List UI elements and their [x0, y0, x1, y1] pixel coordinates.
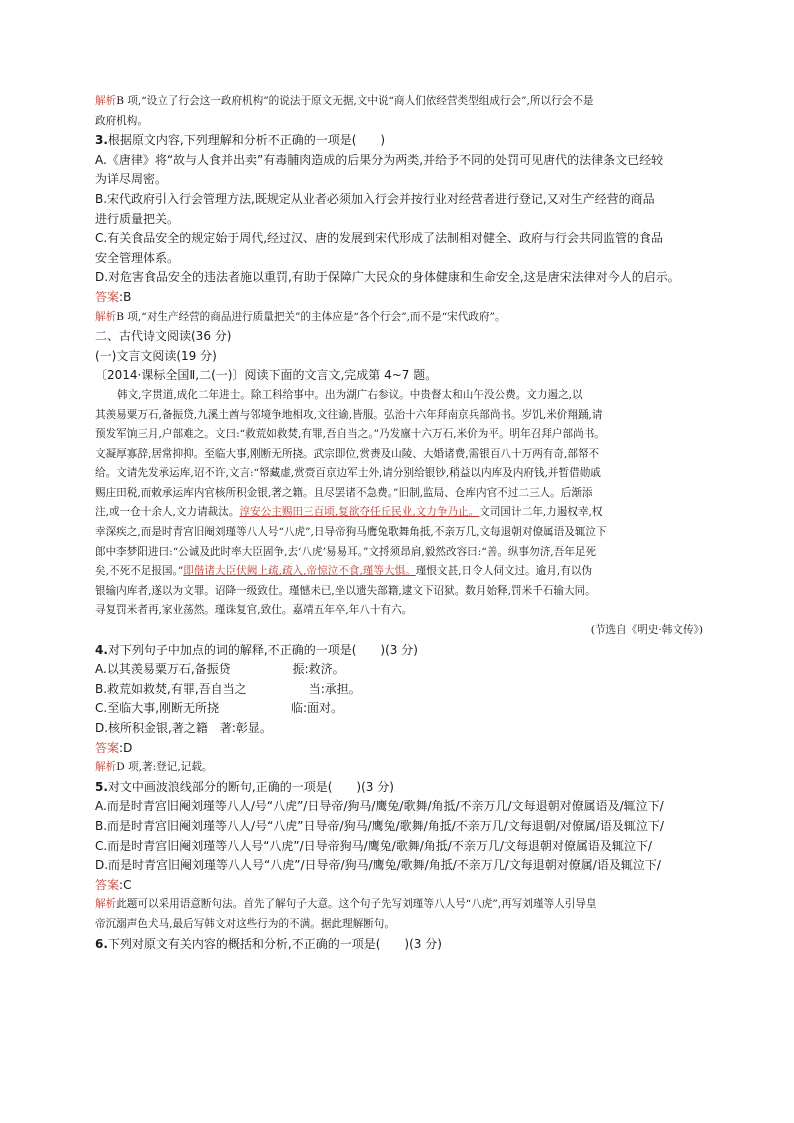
underlined-passage: 即偕诸大臣伏阙上疏,疏入,帝惊泣不食,瑾等大惧。	[183, 565, 416, 578]
classical-text: 韩文,字贯道,成化二年进士。除工科给事中。出为湖广右参议。中贵督太和山午没公费。文力遏之,以	[117, 388, 583, 401]
question-text: 根据原文内容,下列理解和分析不正确的一项是( )	[107, 133, 386, 148]
analysis-text: B 项,“设立了行会这一政府机构”的说法于原文无据,文中说“商人们依经营类型组成行会”,所以行会不是	[116, 95, 594, 107]
paragraph-text: D.而是时青宫旧阉刘瑾等八人号“八虎”/日导帝/狗马/鹰兔/歌舞/角抵/不亲万几/文每退朝对僚属/语及辄泣下/	[95, 858, 661, 873]
analysis-label: 解析	[95, 898, 117, 911]
classical-text-line	[95, 484, 705, 504]
source-text: (节选自《明史·韩文传》)	[590, 624, 703, 637]
option-sentence: C.至临大事,刚断无所挠	[95, 701, 220, 716]
paragraph-text: C.有关食品安全的规定始于周代,经过汉、唐的发展到宋代形成了法制相对健全、政府与行会共同监管的食品	[95, 231, 664, 246]
analysis-text: 此题可以采用语意断句法。首先了解句子大意。这个句子先写刘瑾等八人号“八虎”,再写刘瑾等人引导皇	[116, 898, 597, 911]
answer-label: 答案	[95, 740, 120, 755]
question-number: 6.	[95, 936, 108, 951]
paragraph-text: B.而是时青宫旧阉刘瑾等八人/号“八虎”日导帝/狗马/鹰兔/歌舞/角抵/不亲万几/文每退朝/对僚属/语及辄泣下/	[95, 818, 664, 833]
option-line	[95, 699, 705, 719]
classical-text: 文凝厚寡辞,居常抑抑。至临大事,刚断无所挠。武宗即位,赏赉及山陵、大婚诸费,需银百八十万两有奇,部帑不	[95, 447, 600, 460]
analysis-line	[95, 308, 705, 328]
text-line	[95, 347, 705, 367]
option-sentence: A.以其羡易粟万石,备振贷	[95, 662, 231, 677]
classical-text: 给。文请先发承运库,诏不许,文言:“帑藏虚,赏赍百京边军士外,请分别给银钞,稍益以内库及内府钱,并暂借勋戚	[95, 467, 601, 480]
text-line	[95, 719, 705, 739]
classical-text-line	[95, 582, 705, 602]
classical-text: 赐庄田税,而敕承运库内官核所积金银,著之籍。且尽罢诸不急费。”旧制,监局、仓库内官不过二三人。后渐添	[95, 486, 593, 499]
paragraph-text: (一)文言文阅读(19 分)	[95, 348, 217, 363]
classical-text: 其羡易粟万石,备振贷,九溪土酋与邻境争地相攻,文往谕,皆服。弘治十六年拜南京兵部尚书。岁饥,米价翔踊,请	[95, 408, 603, 421]
text-line	[95, 366, 705, 386]
analysis-text: 政府机构。	[95, 114, 148, 127]
text-line	[95, 190, 705, 210]
classical-text: 瑾恨文甚,日令人伺文过。逾月,有以伪	[415, 565, 593, 578]
question-number: 5.	[95, 779, 108, 794]
analysis-line	[95, 758, 705, 778]
classical-text: 文司国计二年,力遏权幸,权	[479, 506, 603, 519]
answer-label: 答案	[95, 289, 120, 304]
text-line	[95, 210, 705, 230]
analysis-continuation	[95, 112, 705, 132]
paragraph-text: D.对危害食品安全的违法者施以重罚,有助于保障广大民众的身体健康和生命安全,这是唐宋法律对今人的启示。	[95, 270, 680, 285]
classical-text-line	[95, 406, 705, 426]
option-line	[95, 660, 705, 680]
answer-line: 答案:C	[95, 877, 132, 892]
analysis-line	[95, 895, 705, 915]
answer-value: B	[123, 289, 132, 304]
text-line	[95, 229, 705, 249]
paragraph-text: A.而是时青宫旧阉刘瑾等八人/号“八虎”/日导帝/狗马/鹰兔/歌舞/角抵/不亲万几/文每退朝对僚属语及/辄泣下/	[95, 799, 664, 814]
source-citation	[95, 621, 705, 641]
paragraph-text: A.《唐律》将“故与人食并出卖”有毒脯肉造成的后果分为两类,并给予不同的处罚可见唐代的法律条文已经较	[95, 152, 664, 167]
analysis-text: 帝沉溺声色犬马,最后写韩文对这些行为的不满。据此理解断句。	[95, 917, 395, 930]
classical-text: 预发军饷三月,户部难之。文曰:“救荒如救焚,有罪,吾自当之。”乃发廪十六万石,米价为平。明年召拜户部尚书。	[95, 428, 605, 441]
classical-text-line	[95, 464, 705, 484]
classical-text-line	[95, 562, 705, 582]
paragraph-text: 二、古代诗文阅读(36 分)	[95, 329, 232, 344]
question-text: 对文中画波浪线部分的断句,正确的一项是( )(3 分)	[107, 779, 394, 794]
classical-text-line	[95, 445, 705, 465]
analysis-line	[95, 92, 705, 112]
classical-text-line	[95, 543, 705, 563]
option-explanation: 临:面对。	[291, 701, 344, 716]
text-line	[95, 327, 705, 347]
paragraph-text: 〔2014·课标全国Ⅱ,二(一)〕阅读下面的文言文,完成第 4~7 题。	[95, 368, 438, 383]
answer-line: 答案:B	[95, 289, 132, 304]
text-line	[95, 170, 705, 190]
analysis-label: 解析	[95, 95, 117, 107]
answer-value: C	[123, 877, 132, 892]
paragraph-text: 为详尽周密。	[95, 172, 168, 187]
answer-line: 答案:D	[95, 740, 133, 755]
option-line	[95, 680, 705, 700]
document-page	[95, 92, 705, 954]
analysis-label: 解析	[95, 761, 117, 774]
analysis-label: 解析	[95, 310, 117, 323]
option-explanation: 振:救济。	[292, 662, 345, 677]
analysis-continuation	[95, 915, 705, 935]
classical-text-line	[95, 386, 705, 406]
text-line	[95, 837, 705, 857]
paragraph-text: B.宋代政府引入行会管理方法,既规定从业者必须加入行会并按行业对经营者进行登记,又对生产经营的商品	[95, 191, 655, 206]
classical-text-line	[95, 503, 705, 523]
classical-text: 银输内库者,遂以为文罪。诏降一级致仕。瑾憾未已,坐以遗失部籍,逮文下诏狱。数月始释,罚米千石输大同。	[95, 584, 596, 597]
text-line	[95, 856, 705, 876]
text-line	[95, 268, 705, 288]
text-line	[95, 797, 705, 817]
underlined-passage: 淳安公主赐田三百顷,复欲夺任丘民业,文力争乃止。	[239, 506, 480, 519]
text-line	[95, 151, 705, 171]
question-line	[95, 778, 705, 798]
text-line	[95, 817, 705, 837]
classical-text: 寻复罚米者再,家业荡然。瑾诛复官,致仕。嘉靖五年卒,年八十有六。	[95, 604, 413, 617]
paragraph-text: 安全管理体系。	[95, 250, 180, 265]
text-line	[95, 249, 705, 269]
paragraph-text: C.而是时青宫旧阉刘瑾等八人号“八虎”/日导帝狗马/鹰兔/歌舞/角抵/不亲万几/文每退朝对僚属语及辄泣下/	[95, 838, 652, 853]
paragraph-text: D.核所积金银,著之籍 著:彰显。	[95, 721, 272, 735]
analysis-text: D 项,著:登记,记载。	[116, 761, 213, 774]
question-number: 4.	[95, 642, 108, 657]
classical-text: 矣,不死不足报国。”	[95, 565, 184, 578]
question-line	[95, 641, 705, 661]
question-line	[95, 131, 705, 151]
option-sentence: B.救荒如救焚,有罪,吾自当之	[95, 681, 247, 696]
question-line	[95, 935, 705, 955]
answer-label: 答案	[95, 877, 120, 892]
classical-text: 注,或一仓十余人,文力请裁汰。	[95, 506, 240, 519]
classical-text-line	[95, 523, 705, 543]
paragraph-text: 进行质量把关。	[95, 211, 180, 226]
question-text: 对下列句子中加点的词的解释,不正确的一项是( )(3 分)	[107, 642, 418, 657]
question-number: 3.	[95, 133, 108, 148]
classical-text: 幸深疾之,而是时青宫旧阉刘瑾等八人号“八虎”,日导帝狗马鹰兔歌舞角抵,不亲万几,文每退朝对僚属语及辄泣下	[95, 526, 607, 539]
classical-text-line	[95, 425, 705, 445]
classical-text: 郎中李梦阳进曰:“公诚及此时率大臣固争,去‘八虎’易易耳。”文捋须昂肩,毅然改容曰:“善。纵事勿济,吾年足死	[95, 545, 597, 558]
answer-value: D	[123, 740, 133, 755]
question-text: 下列对原文有关内容的概括和分析,不正确的一项是( )(3 分)	[107, 936, 442, 951]
analysis-text: B 项,“对生产经营的商品进行质量把关”的主体应是“各个行会”,而不是“宋代政府”。	[116, 310, 506, 323]
option-explanation: 当:承担。	[308, 681, 361, 696]
classical-text-line	[95, 601, 705, 621]
